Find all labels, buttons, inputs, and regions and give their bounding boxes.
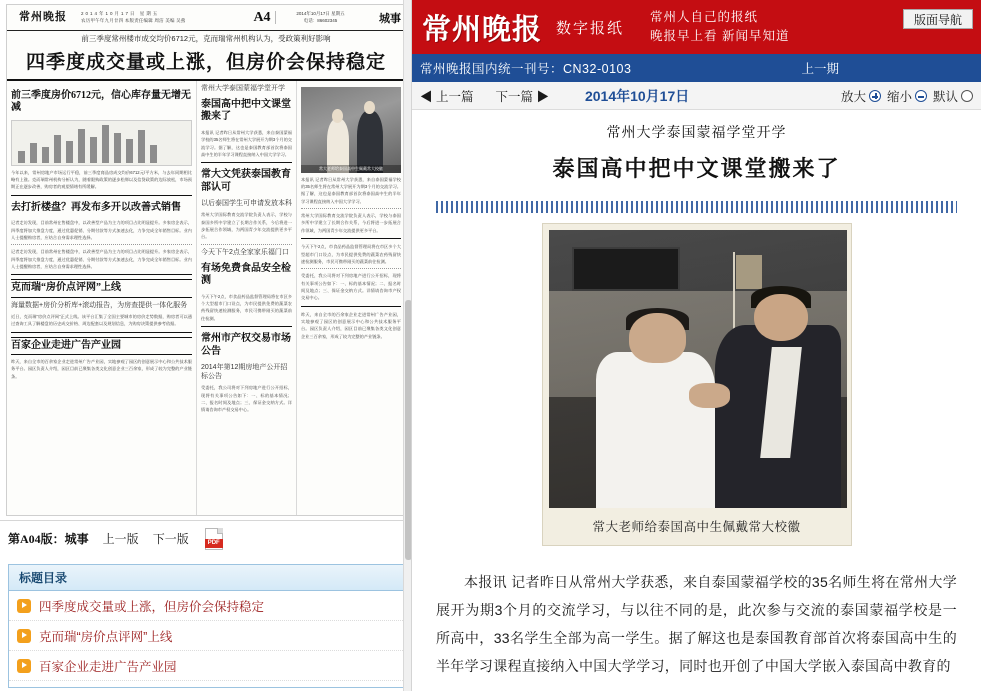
column-divider (301, 306, 401, 307)
article-body: 本报讯 记者昨日从常州大学获悉，来自泰国蒙福学校的35名师生将在常州大学展开为期3个月的交流学习。据了解，这也是泰国教育部首次将泰国高中生的半年学习课程直接纳入中国大学学习。 (301, 176, 401, 204)
photo-screen (572, 247, 679, 291)
column-divider (201, 162, 292, 163)
article-body-text: 本报讯 记者昨日从常州大学获悉，来自泰国蒙福学校的35名师生将在常州大学展开为期3个月的交流学习，与以往不同的是，此次参与交流的泰国蒙福学校是一所高中，33名学生全部为高一学生。据了解这也是泰国教育部首次将泰国高中生的半年学习课程直接纳入中国大学学习，同时也开创了中国大学嵌入泰国高中教育的 (436, 574, 957, 674)
article-heading[interactable]: 泰国高中把中文课堂搬来了 (201, 98, 291, 123)
column-divider (11, 332, 192, 333)
pdf-label: PDF (205, 539, 223, 548)
site-slogan (650, 8, 789, 47)
article-body: 近日，克而瑞“房价点评网”正式上线。该平台汇集了全国主要城市的房价走势数据，购房者可以通过查询工具了解楼盘的历史成交价格、周边配套以及规划信息，为购房决策提供参考依据。 (11, 313, 192, 327)
photo-figure-teacher-head (364, 101, 375, 115)
lead-headline-block[interactable] (7, 31, 405, 81)
site-brand: 常州晚报 (422, 13, 543, 46)
page-code: A4 (253, 9, 271, 25)
article-photo-caption: 常大老师给泰国高中生佩戴常大校徽 (592, 520, 801, 534)
column-divider (201, 244, 292, 245)
article-body: 常州大学国际教育交流学院负责人表示，学校与泰国多所中学建立了长期合作关系，今后将进一步拓展合作领域，为两国青少年交流提供更多平台。 (201, 212, 292, 240)
next-page-button[interactable]: 下一版 (152, 532, 189, 546)
plus-circle-icon (869, 90, 881, 102)
decorative-divider (436, 201, 957, 213)
article-body: 昨天，来自全市的百余家企业走进常州广告产业园，实地参观了园区的创意展示中心和公共技术服务平台。园区负责人介绍，园区目前已聚集各类文化创意企业三百余家，形成了较为完整的产业链条。 (301, 311, 401, 339)
newspaper-photo[interactable] (301, 87, 401, 173)
next-article-link[interactable]: 下一篇 ▶ (495, 89, 549, 104)
article-kicker: 常州大学泰国蒙福学堂开学 (606, 124, 787, 140)
zoom-out-button[interactable] (887, 87, 927, 105)
photo-figure-teacher (357, 111, 383, 173)
column-divider (11, 244, 192, 245)
article-subheading: 以后泰国学生可申请发放本科 (201, 200, 292, 208)
article-heading[interactable]: 有场免费食品安全检测 (201, 262, 291, 287)
zoom-default-label: 默认 (932, 89, 958, 104)
column-divider (301, 238, 401, 239)
list-item[interactable] (9, 591, 403, 621)
article-heading[interactable]: 去打折楼盘？再发布多开以改善式销售 (11, 201, 181, 213)
page-navigation-button[interactable]: 版面导航 (903, 9, 973, 29)
article-body: 今年以来，常州房地产市场运行平稳，前三季度商品房成交均价6712元/平方米，与去年同期相比略有上涨。克而瑞常州机构分析认为，随着限购政策的逐步松绑以及信贷政策的边际放松，市场预期正在逐步改善，购房者的观望情绪有所缓解。 (11, 169, 192, 190)
prev-article-link[interactable]: ◀ 上一篇 (420, 89, 474, 104)
article-kicker: 今天下午2点全家家乐福门口 (201, 248, 289, 256)
article-body: 本报讯 记者昨日从常州大学获悉，来自泰国蒙福学校的35名师生将在常州大学展开为期3个月的交流学习。据了解，这也是泰国教育部首次将泰国高中生的半年学习课程直接纳入中国大学学习。 (201, 129, 292, 157)
article-heading[interactable]: 常大文凭获泰国教育部认可 (201, 169, 291, 193)
masthead-editor: 农历甲午年九月廿四 本版责任编辑 周洁 美编 吴燕 (81, 17, 186, 23)
article-body: 受委托，我公司将对下列房地产进行公开招标，现将有关事项公告如下：一、标的基本情况；二、报名时间及地点；三、保证金交纳方式。详情请咨询市产权交易中心。 (301, 273, 401, 301)
photo-teacher-head (754, 294, 808, 341)
article-body: 记者走访发现，目前常州在售楼盘中，以改善型产品为主力的项目占比明显提升。多家房企表示，四季度将加大推盘力度，通过优惠促销、分期付款等方式加速去化，力争完成全年销售目标。业内人士提醒购房者，应结合自身需求理性选择。 (11, 220, 192, 240)
photo-student-head (629, 313, 686, 363)
page-navigation-bar (0, 520, 412, 556)
site-header (412, 0, 981, 54)
column-divider (11, 195, 192, 196)
circle-icon (961, 90, 973, 102)
zoom-default-button[interactable] (933, 87, 973, 105)
issue-code-label: 常州晚报国内统一刊号：CN32-0103 (420, 62, 632, 76)
zoom-controls (841, 87, 973, 105)
pdf-fold (217, 528, 223, 534)
site-slogan-line1: 常州人自己的报纸 (650, 9, 759, 24)
column-divider (11, 274, 192, 275)
list-item[interactable] (9, 621, 403, 651)
page-section-name: 城事 (379, 12, 401, 25)
prev-issue-link[interactable]: 上一期 (801, 62, 839, 76)
photo-caption: 常大老师给泰国高中生佩戴常大校徽 (301, 165, 401, 173)
article-body: 受委托，我公司将对下列房地产进行公开招标，现将有关事项公告如下：一、标的基本情况；二、报名时间及地点；三、保证金交纳方式。详情请咨询市产权交易中心。 (201, 385, 292, 413)
list-item-label: 百家企业走进广告产业园 (39, 659, 177, 674)
article-body: 今天下午2点，市食品药品监督管理局将在市区多个大型超市门口设点，为市民提供免费的蔬菜农药残留快速检测服务，市民可携带刚买的蔬菜前往检测。 (301, 244, 401, 264)
column-divider (201, 326, 292, 327)
column-divider (301, 208, 401, 209)
article-panel (412, 0, 981, 691)
masthead-right-info (275, 11, 361, 25)
column-divider (301, 268, 401, 269)
article-heading[interactable]: 前三季度房价6712元，信心库存量无增无减 (11, 89, 191, 114)
article-photo[interactable] (549, 230, 847, 508)
photo-hands-pinning-badge (689, 383, 731, 408)
article-content (412, 110, 981, 680)
masthead-right-line2: 电话：86602345 (303, 17, 338, 23)
newspaper-column-2 (197, 81, 297, 516)
zoom-in-label: 放大 (840, 89, 866, 104)
lead-kicker: 前三季度常州楼市成交均价6712元，克而瑞常州机构认为，受政策利好影响 (81, 34, 331, 43)
issue-info-bar (412, 54, 981, 82)
article-subheading: 2014年第12期房地产公开招标公告 (201, 364, 288, 381)
minus-circle-icon (915, 90, 927, 102)
article-kicker: 常州大学泰国蒙福学堂开学 (201, 84, 285, 92)
photo-figure-student-head (332, 109, 343, 123)
masthead-date: 2014年10月17日 星期五 (81, 10, 160, 16)
list-item[interactable] (9, 651, 403, 681)
zoom-in-button[interactable] (841, 87, 881, 105)
article-title: 泰国高中把中文课堂搬来了 (552, 156, 841, 181)
headline-directory-title: 标题目录 (19, 571, 68, 585)
newspaper-columns (7, 81, 405, 516)
list-item-label: 四季度成交量或上涨，但房价会保持稳定 (39, 599, 265, 614)
lead-headline: 四季度成交量或上涨，但房价会保持稳定 (25, 51, 386, 73)
article-body: 常州大学国际教育交流学院负责人表示，学校与泰国多所中学建立了长期合作关系，今后将进一步拓展合作领域，为两国青少年交流提供更多平台。 (301, 213, 401, 233)
article-body: 今天下午2点，市食品药品监督管理局将在市区多个大型超市门口设点，为市民提供免费的蔬菜农药残留快速检测服务，市民可携带刚买的蔬菜前往检测。 (201, 293, 292, 321)
newspaper-column-3 (297, 81, 405, 516)
newspaper-masthead (7, 5, 405, 31)
article-heading[interactable]: 克而瑞“房价点评网”上线 (11, 279, 192, 298)
photo-flag (736, 255, 762, 289)
article-body: 昨天，来自全市的百余家企业走进常州广告产业园，实地参观了园区的创意展示中心和公共技术服务平台。园区负责人介绍，园区目前已聚集各类文化创意企业三百余家，形成了较为完整的产业链条。 (11, 359, 192, 379)
newspaper-column-1 (7, 81, 197, 516)
page-preview-panel (0, 0, 412, 691)
photo-student-body (596, 352, 715, 508)
prev-page-button[interactable]: 上一版 (102, 532, 139, 546)
newspaper-logo: 常州晚报 (19, 10, 67, 23)
article-subheading: 海量数据+房价分析库+滚动报告，为房查提供一体化服务 (11, 301, 188, 309)
article-heading[interactable]: 常州市产权交易市场公告 (201, 333, 291, 357)
issue-date-label: 2014年10月17日 (584, 87, 690, 104)
article-body-continued: 记者走访发现，目前常州在售楼盘中，以改善型产品为主力的项目占比明显提升。多家房企表示，四季度将加大推盘力度，通过优惠促销、分期付款等方式加速去化，力争完成全年销售目标。业内人士提醒购房者，应结合自身需求理性选择。 (11, 249, 192, 269)
zoom-out-label: 缩小 (886, 89, 912, 104)
pdf-file-icon[interactable] (205, 528, 223, 550)
newspaper-masthead-info (75, 11, 249, 25)
list-item-label: 克而瑞“房价点评网”上线 (39, 629, 173, 644)
arrow-right-icon (17, 659, 31, 673)
newspaper-page-image[interactable] (6, 4, 406, 516)
arrow-right-icon (17, 629, 31, 643)
article-heading[interactable]: 百家企业走进广告产业园 (11, 337, 192, 356)
headline-directory-panel (8, 564, 404, 688)
site-brand-subtitle: 数字报纸 (556, 19, 625, 37)
site-slogan-line2: 晚报早上看 新闻早知道 (650, 29, 790, 43)
arrow-right-icon (17, 599, 31, 613)
price-chart-thumbnail (11, 120, 192, 166)
headline-directory-header (9, 565, 403, 591)
article-figure (542, 223, 852, 546)
current-page-label: 第A04版：城事 (8, 532, 89, 546)
masthead-right-line1: 2014年10月17日 星期五 (296, 10, 345, 16)
article-toolbar (412, 82, 981, 110)
